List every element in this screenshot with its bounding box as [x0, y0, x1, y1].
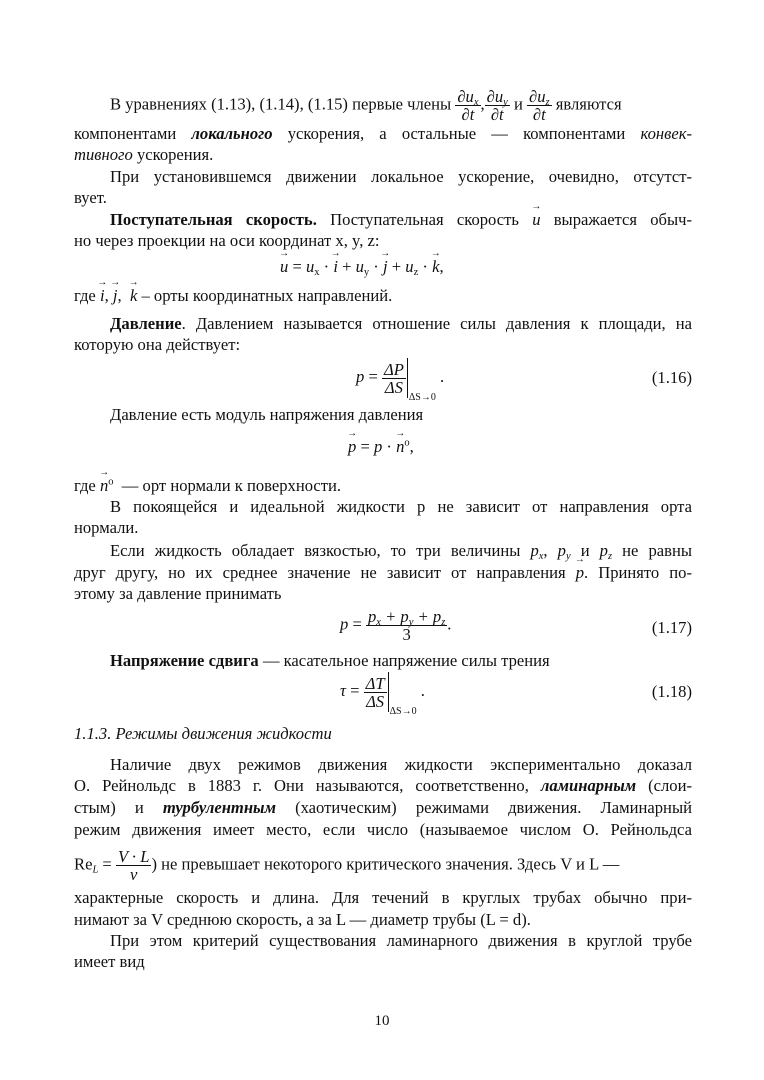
paragraph-reynolds-line6: характерные скорость и длина. Для течений в круглых трубах обычно при-	[74, 888, 692, 907]
paragraph-shear-stress: Напряжение сдвига — касательное напряжение силы трения	[110, 651, 550, 670]
fraction-duy-dt: $\frac{\partial u_y}{\partial t}$	[486, 87, 508, 124]
paragraph-steady-line2: вует.	[74, 188, 107, 207]
paragraph-pressure-line2: которую она действует:	[74, 335, 241, 354]
paragraph-reynolds-line4: режим движения имеет место, если число (называемое числом О. Рейнольдса	[74, 820, 692, 839]
page-number: 10	[374, 1013, 390, 1029]
paragraph-reynolds-line7: нимают за V среднюю скорость, а за L — диаметр трубы (L = d).	[74, 910, 531, 929]
equation-pressure-vector: → p = p · → $n^o$,	[348, 437, 414, 457]
paragraph-viscous-line1: Если жидкость обладает вязкостью, то три величины $p_x$, $p_y$ и $p_z$ не равны	[110, 541, 692, 562]
section-heading: 1.1.3. Режимы движения жидкости	[74, 724, 332, 743]
vector-u: → u	[532, 210, 540, 230]
paragraph-viscous-line3: этому за давление принимать	[74, 584, 282, 603]
equation-pressure: p = $\frac{\Delta P}{\Delta S}$ ΔS→0 .	[356, 359, 445, 403]
equation-shear-stress: τ = $\frac{\Delta T}{\Delta S}$ ΔS→0 .	[340, 673, 425, 717]
paragraph-reynolds-line1: Наличие двух режимов движения жидкости экспериментально доказал	[110, 755, 692, 774]
paragraph-ideal-fluid-line1: В покоящейся и идеальной жидкости p не зависит от направления орта	[110, 497, 692, 516]
paragraph-steady-line1: При установившемся движении локальное ускорение, очевидно, отсутст-	[110, 167, 692, 186]
paragraph-reynolds-line3: стым) и турбулентным (хаотическим) режимами движения. Ламинарный	[74, 798, 692, 817]
paragraph-criterion-line1: При этом критерий существования ламинарного движения в круглой трубе	[110, 931, 692, 950]
paragraph-ideal-fluid-line2: нормали.	[74, 518, 139, 537]
fraction-reynolds: $\frac{V \cdot L}{\nu}$	[117, 847, 150, 884]
fraction-dux-dt: $\frac{\partial u_x}{\partial t}$	[457, 87, 479, 124]
equation-number-1-18: (1.18)	[651, 682, 692, 701]
paragraph-unit-vectors: где → i, → j, → k – орты координатных направлений.	[74, 286, 692, 306]
equation-number-1-17: (1.17)	[651, 618, 692, 637]
paragraph-velocity-line2: но через проекции на оси координат x, y, z:	[74, 231, 380, 250]
paragraph-acceleration-line1: В уравнениях (1.13), (1.14), (1.15) первые члены $\frac{\partial u_x}{\partial t}$ , $\frac{\partial u_y}{\partial t}$ и $\frac{\partial u_z}{\partial t}$ являются	[110, 87, 622, 124]
paragraph-pressure-modulus: Давление есть модуль напряжения давления	[110, 405, 424, 424]
paragraph-velocity-line1: Поступательная скорость. Поступательная скорость → u выражается обыч-	[110, 210, 692, 230]
paragraph-reynolds-line5: $Re_L$ = $\frac{V \cdot L}{\nu}$ ) не превышает некоторого критического значения. Здесь V и L —	[74, 847, 620, 884]
paragraph-criterion-line2: имеет вид	[74, 952, 145, 971]
paragraph-viscous-line2: друг другу, но их среднее значение не зависит от направления → p. Принято по-	[74, 563, 692, 583]
paragraph-normal-ort: где → $n^o$ — орт нормали к поверхности.	[74, 476, 692, 496]
paragraph-reynolds-line2: О. Рейнольдс в 1883 г. Они называются, соответственно, ламинарным (слои-	[74, 776, 693, 795]
equation-velocity-vector: → $u = u_x$ · → $i + u_y$ · → $j + u_z$ · → k,	[280, 257, 444, 277]
fraction-duz-dt: $\frac{\partial u_z}{\partial t}$	[529, 87, 550, 124]
paragraph-acceleration-line3: тивного ускорения.	[74, 145, 214, 164]
paragraph-pressure-line1: Давление. Давлением называется отношение силы давления к площади, на	[110, 314, 692, 333]
paragraph-acceleration-line2: компонентами локального ускорения, а остальные — компонентами конвек-	[74, 124, 692, 143]
equation-number-1-16: (1.16)	[651, 368, 692, 387]
equation-mean-pressure: p = $\frac{p_x + p_y + p_z}{3}$ .	[340, 607, 452, 644]
